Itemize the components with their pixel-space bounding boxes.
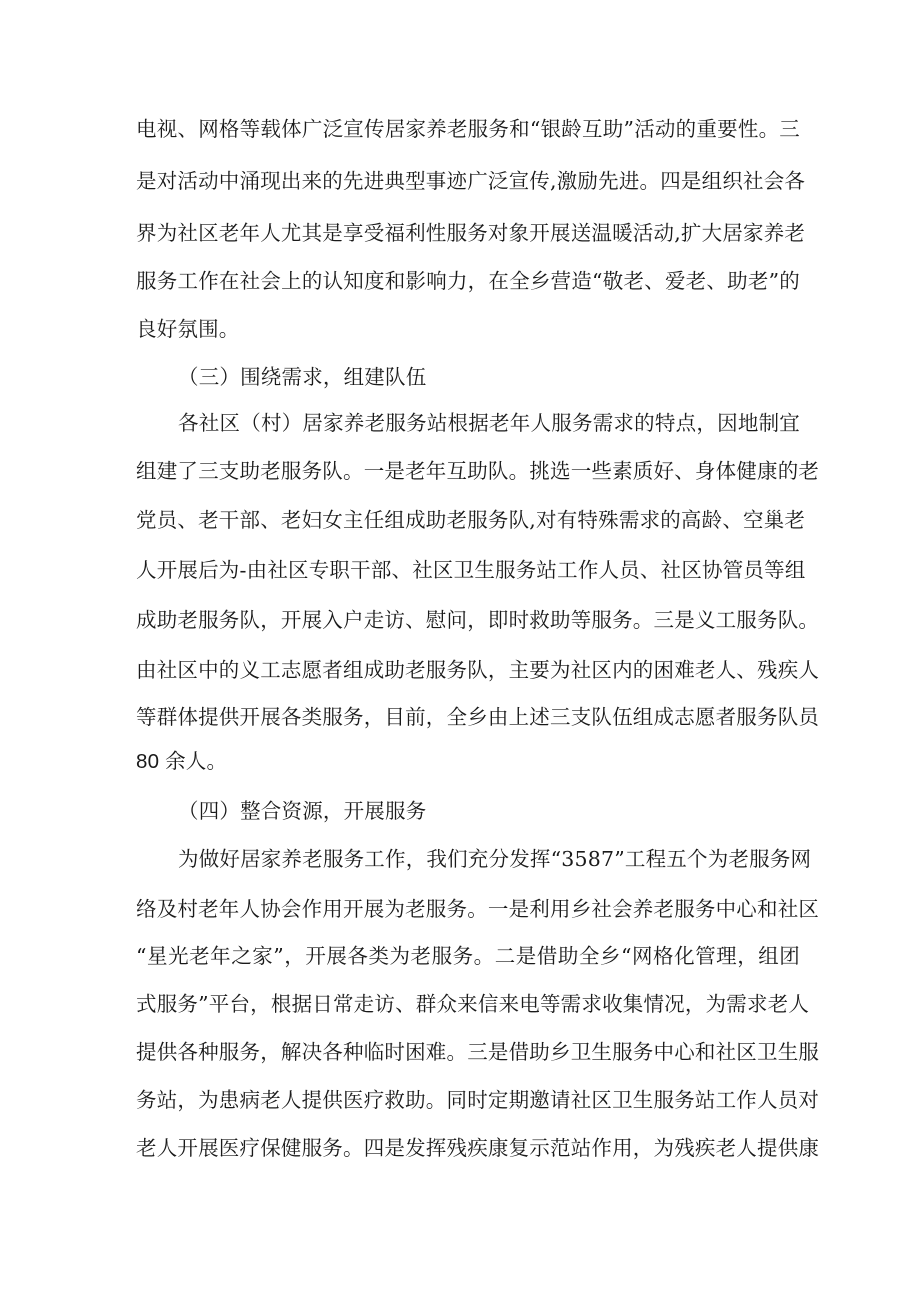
- text-line: “星光老年之家”，开展各类为老服务。二是借助全乡“网格化管理，组团: [136, 944, 800, 968]
- text-line: 为做好居家养老服务工作，我们充分发挥“3587”工程五个为老服务网: [178, 847, 812, 871]
- text-line: 等群体提供开展各类服务，目前，全乡由上述三支队伍组成志愿者服务队员: [136, 705, 820, 729]
- text-line: 各社区（村）居家养老服务站根据老年人服务需求的特点，因地制宜: [178, 411, 800, 435]
- text-line: 络及村老年人协会作用开展为老服务。一是利用乡社会养老服务中心和社区: [136, 897, 820, 921]
- text-line: 电视、网格等载体广泛宣传居家养老服务和“银龄互助”活动的重要性。三: [136, 117, 800, 141]
- text-line: 式服务”平台，根据日常走访、群众来信来电等需求收集情况，为需求老人: [136, 992, 810, 1016]
- text-line: 良好氛围。: [136, 317, 240, 341]
- text-line: 80 余人。: [136, 750, 228, 773]
- text-line: 老人开展医疗保健服务。四是发挥残疾康复示范站作用，为残疾老人提供康: [136, 1136, 820, 1160]
- text-line: 务站，为患病老人提供医疗救助。同时定期邀请社区卫生服务站工作人员对: [136, 1088, 820, 1112]
- text-line: 党员、老干部、老妇女主任组成助老服务队,对有特殊需求的高龄、空巢老: [136, 508, 806, 532]
- text-line: 成助老服务队，开展入户走访、慰问，即时救助等服务。三是义工服务队。: [136, 608, 820, 632]
- section-heading-3: （三）围绕需求，组建队伍: [178, 365, 427, 389]
- text-line: 组建了三支助老服务队。一是老年互助队。挑选一些素质好、身体健康的老: [136, 459, 820, 483]
- text-line: 界为社区老年人尤其是享受福利性服务对象开展送温暖活动,扩大居家养老: [136, 221, 806, 245]
- text-line: 人开展后为-由社区专职干部、社区卫生服务站工作人员、社区协管员等组: [136, 558, 806, 582]
- text-line: 由社区中的义工志愿者组成助老服务队，主要为社区内的困难老人、残疾人: [136, 658, 820, 682]
- text-line: 服务工作在社会上的认知度和影响力，在全乡营造“敬老、爱老、助老”的: [136, 269, 800, 293]
- section-heading-4: （四）整合资源，开展服务: [178, 799, 427, 823]
- text-line: 提供各种服务，解决各种临时困难。三是借助乡卫生服务中心和社区卫生服: [136, 1040, 820, 1064]
- text-line: 是对活动中涌现出来的先进典型事迹广泛宣传,激励先进。四是组织社会各: [136, 169, 806, 193]
